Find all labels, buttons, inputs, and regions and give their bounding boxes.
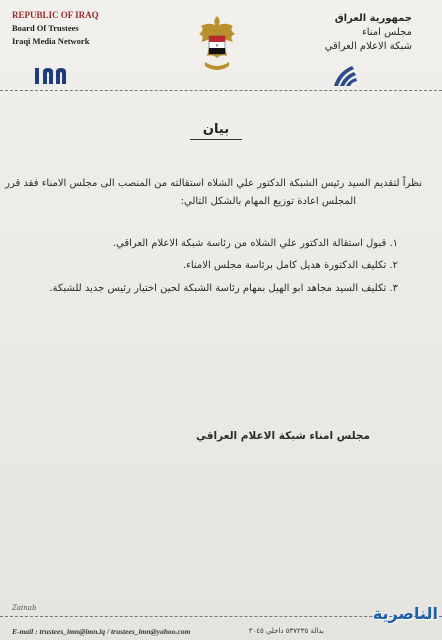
letterhead-english — [12, 10, 162, 46]
letterhead-arabic — [272, 12, 412, 54]
signature-block: مجلس امناء شبكة الاعلام العراقي — [196, 430, 370, 442]
country-name-arabic: جمهورية العراق — [334, 13, 412, 24]
imn-logo-icon — [34, 64, 74, 86]
network-name-arabic: شبكة الاعلام العراقي — [324, 41, 412, 52]
title-underline — [190, 139, 242, 140]
watermark-logo: الناصرية — [372, 604, 438, 623]
footer-email: E-mail : trustees_imn@imn.iq / trustees_imn@yahoo.com — [12, 627, 191, 636]
svg-text:★: ★ — [215, 42, 219, 48]
intro-line-1: نظراً لتقديم السيد رئيس الشبكة الدكتور علي الشلاه استقالته من المنصب الى مجلس الامناء فقد قرر — [5, 178, 422, 189]
board-name: Board Of Trustees — [12, 23, 79, 33]
intro-line-2: المجلس اعادة توزيع المهام بالشكل التالي: — [180, 196, 356, 207]
footer-phone: بدالة ٥٣٧٢٣٥ داخلي ٣٠٤٥ — [248, 627, 324, 635]
iraq-eagle-emblem-icon — [193, 12, 241, 78]
decision-item-3: ٣. تكليف السيد مجاهد ابو الهيل بمهام رئاسة الشبكة لحين اختيار رئيس جديد للشبكة. — [49, 283, 398, 294]
decision-item-2: ٢. تكليف الدكتورة هديل كامل برئاسة مجلس الامناء. — [182, 260, 398, 271]
document-title: بيان — [202, 122, 230, 137]
decision-item-1: ١. قبول استقالة الدكتور علي الشلاه من رئاسة شبكة الاعلام العراقي. — [112, 238, 398, 249]
board-name-arabic: مجلس امناء — [362, 27, 412, 38]
header-divider — [0, 90, 442, 91]
country-name: REPUBLIC OF IRAQ — [12, 10, 99, 20]
initials: Zainab — [12, 604, 37, 612]
network-logo-icon — [330, 62, 360, 88]
network-name: Iraqi Media Network — [12, 36, 90, 46]
